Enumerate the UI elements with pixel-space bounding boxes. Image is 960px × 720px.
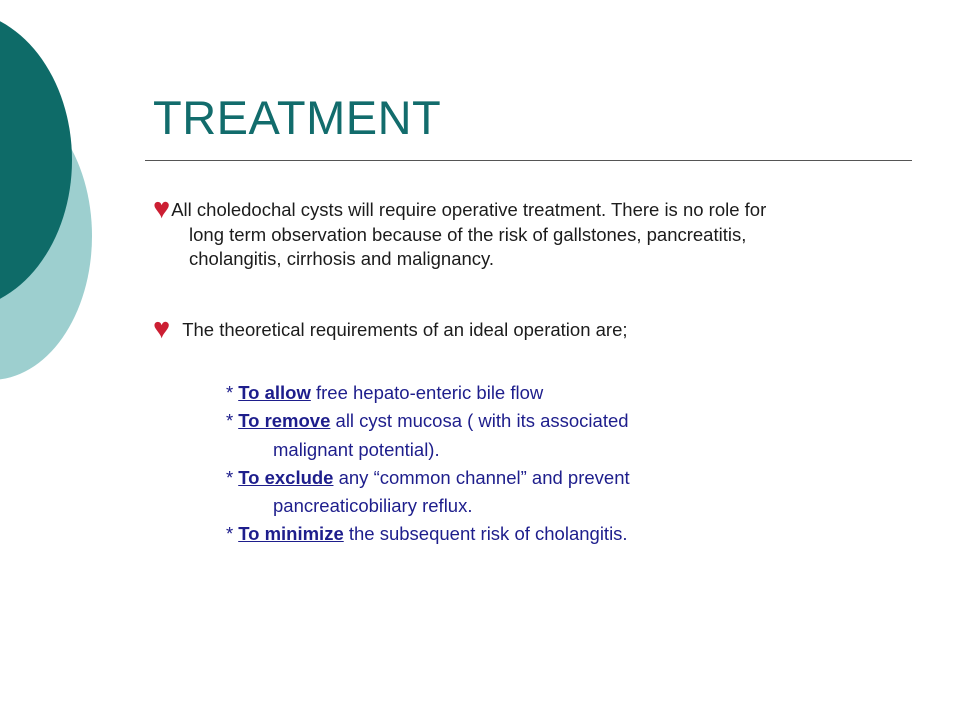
requirement-allow bbox=[226, 381, 866, 405]
asterisk-marker: * bbox=[226, 523, 234, 544]
heart-bullet-icon: ♥ bbox=[153, 193, 171, 225]
requirement-lead: To exclude bbox=[238, 467, 334, 488]
requirement-lead: To minimize bbox=[238, 523, 344, 544]
bullet-ideal-operation bbox=[153, 313, 893, 345]
asterisk-marker: * bbox=[226, 410, 234, 431]
asterisk-marker: * bbox=[226, 382, 234, 403]
requirement-text: all cyst mucosa ( with its associated bbox=[335, 410, 629, 431]
bullet-text: All choledochal cysts will require operative treatment. There is no role for bbox=[171, 199, 767, 220]
requirement-exclude-continuation: pancreaticobiliary reflux. bbox=[273, 495, 473, 516]
slide-title: TREATMENT bbox=[153, 91, 442, 144]
heart-bullet-icon: ♥ bbox=[153, 313, 171, 345]
requirement-text: free hepato-enteric bile flow bbox=[315, 382, 544, 403]
asterisk-marker: * bbox=[226, 467, 234, 488]
requirement-text: the subsequent risk of cholangitis. bbox=[348, 523, 628, 544]
bullet-text-continuation: long term observation because of the risk of gallstones, pancreatitis, bbox=[189, 223, 747, 245]
requirement-lead: To allow bbox=[238, 382, 311, 403]
requirement-minimize bbox=[226, 522, 866, 546]
requirement-exclude bbox=[226, 466, 866, 490]
requirement-text: any “common channel” and prevent bbox=[338, 467, 630, 488]
bullet-text: The theoretical requirements of an ideal operation are; bbox=[182, 319, 628, 340]
requirement-remove bbox=[226, 409, 866, 433]
requirement-remove-continuation: malignant potential). bbox=[273, 439, 440, 460]
bullet-text-continuation: cholangitis, cirrhosis and malignancy. bbox=[189, 248, 495, 269]
requirement-lead: To remove bbox=[238, 410, 331, 431]
bullet-operative-treatment bbox=[153, 193, 893, 272]
title-divider bbox=[145, 160, 912, 161]
